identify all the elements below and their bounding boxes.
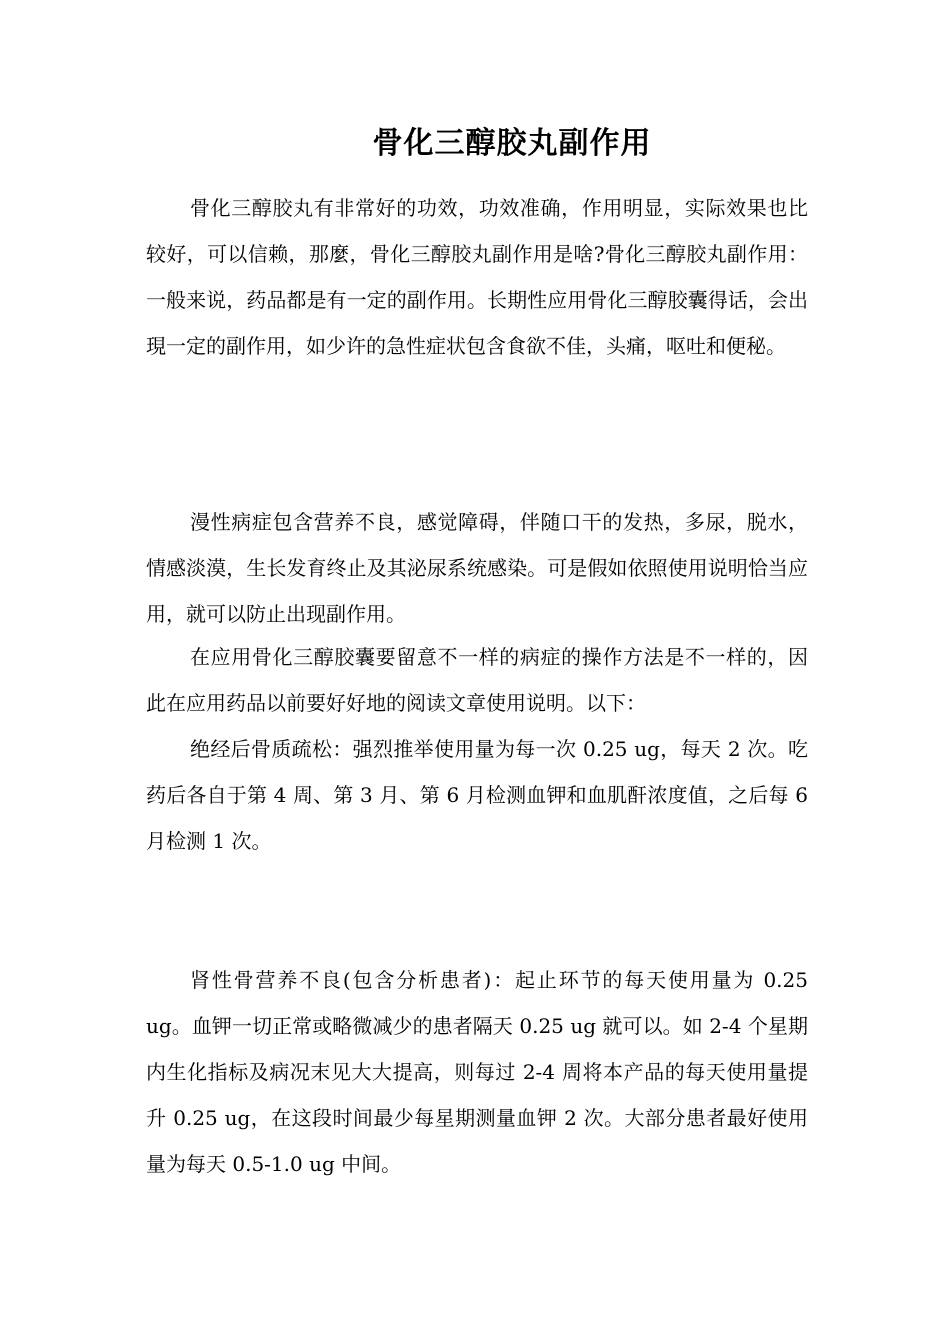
document-title: 骨化三醇胶丸副作用 <box>372 126 652 161</box>
paragraph-renal-dosage: 肾性骨营养不良(包含分析患者)：起止环节的每天使用量为 0.25 ug。血钾一切正常或略微减少的患者隔天 0.25 ug 就可以。如 2-4 个星期内生化指标及病况末见大大提高，则每过 2-4 周将本产品的每天使用量提升 0.25 ug，在这段时间最少每星期测量血钾 2 次。大部分患者最好使用量为每天 0.5-1.0 ug 中间。 <box>146 968 808 1176</box>
paragraph-side-effects-intro: 骨化三醇胶丸有非常好的功效，功效准确，作用明显，实际效果也比较好，可以信赖，那麼，骨化三醇胶丸副作用是啥?骨化三醇胶丸副作用：一般来说，药品都是有一定的副作用。长期性应用骨化三醇胶囊得话，会出現一定的副作用，如少许的急性症状包含食欲不佳，头痛，呕吐和便秘。 <box>146 196 808 358</box>
paragraph-osteoporosis-dosage: 绝经后骨质疏松：强烈推举使用量为每一次 0.25 ug，每天 2 次。吃药后各自于第 4 周、第 3 月、第 6 月检测血钾和血肌酐浓度值，之后每 6 月检测 1 次。 <box>146 737 808 853</box>
paragraph-chronic-symptoms: 漫性病症包含营养不良，感觉障碍，伴随口干的发热，多尿，脱水，情感淡漠，生长发育终止及其泌尿系统感染。可是假如依照使用说明恰当应用，就可以防止出现副作用。 <box>146 510 808 626</box>
paragraph-usage-notice: 在应用骨化三醇胶囊要留意不一样的病症的操作方法是不一样的，因此在应用药品以前要好好地的阅读文章使用说明。以下： <box>146 645 808 715</box>
